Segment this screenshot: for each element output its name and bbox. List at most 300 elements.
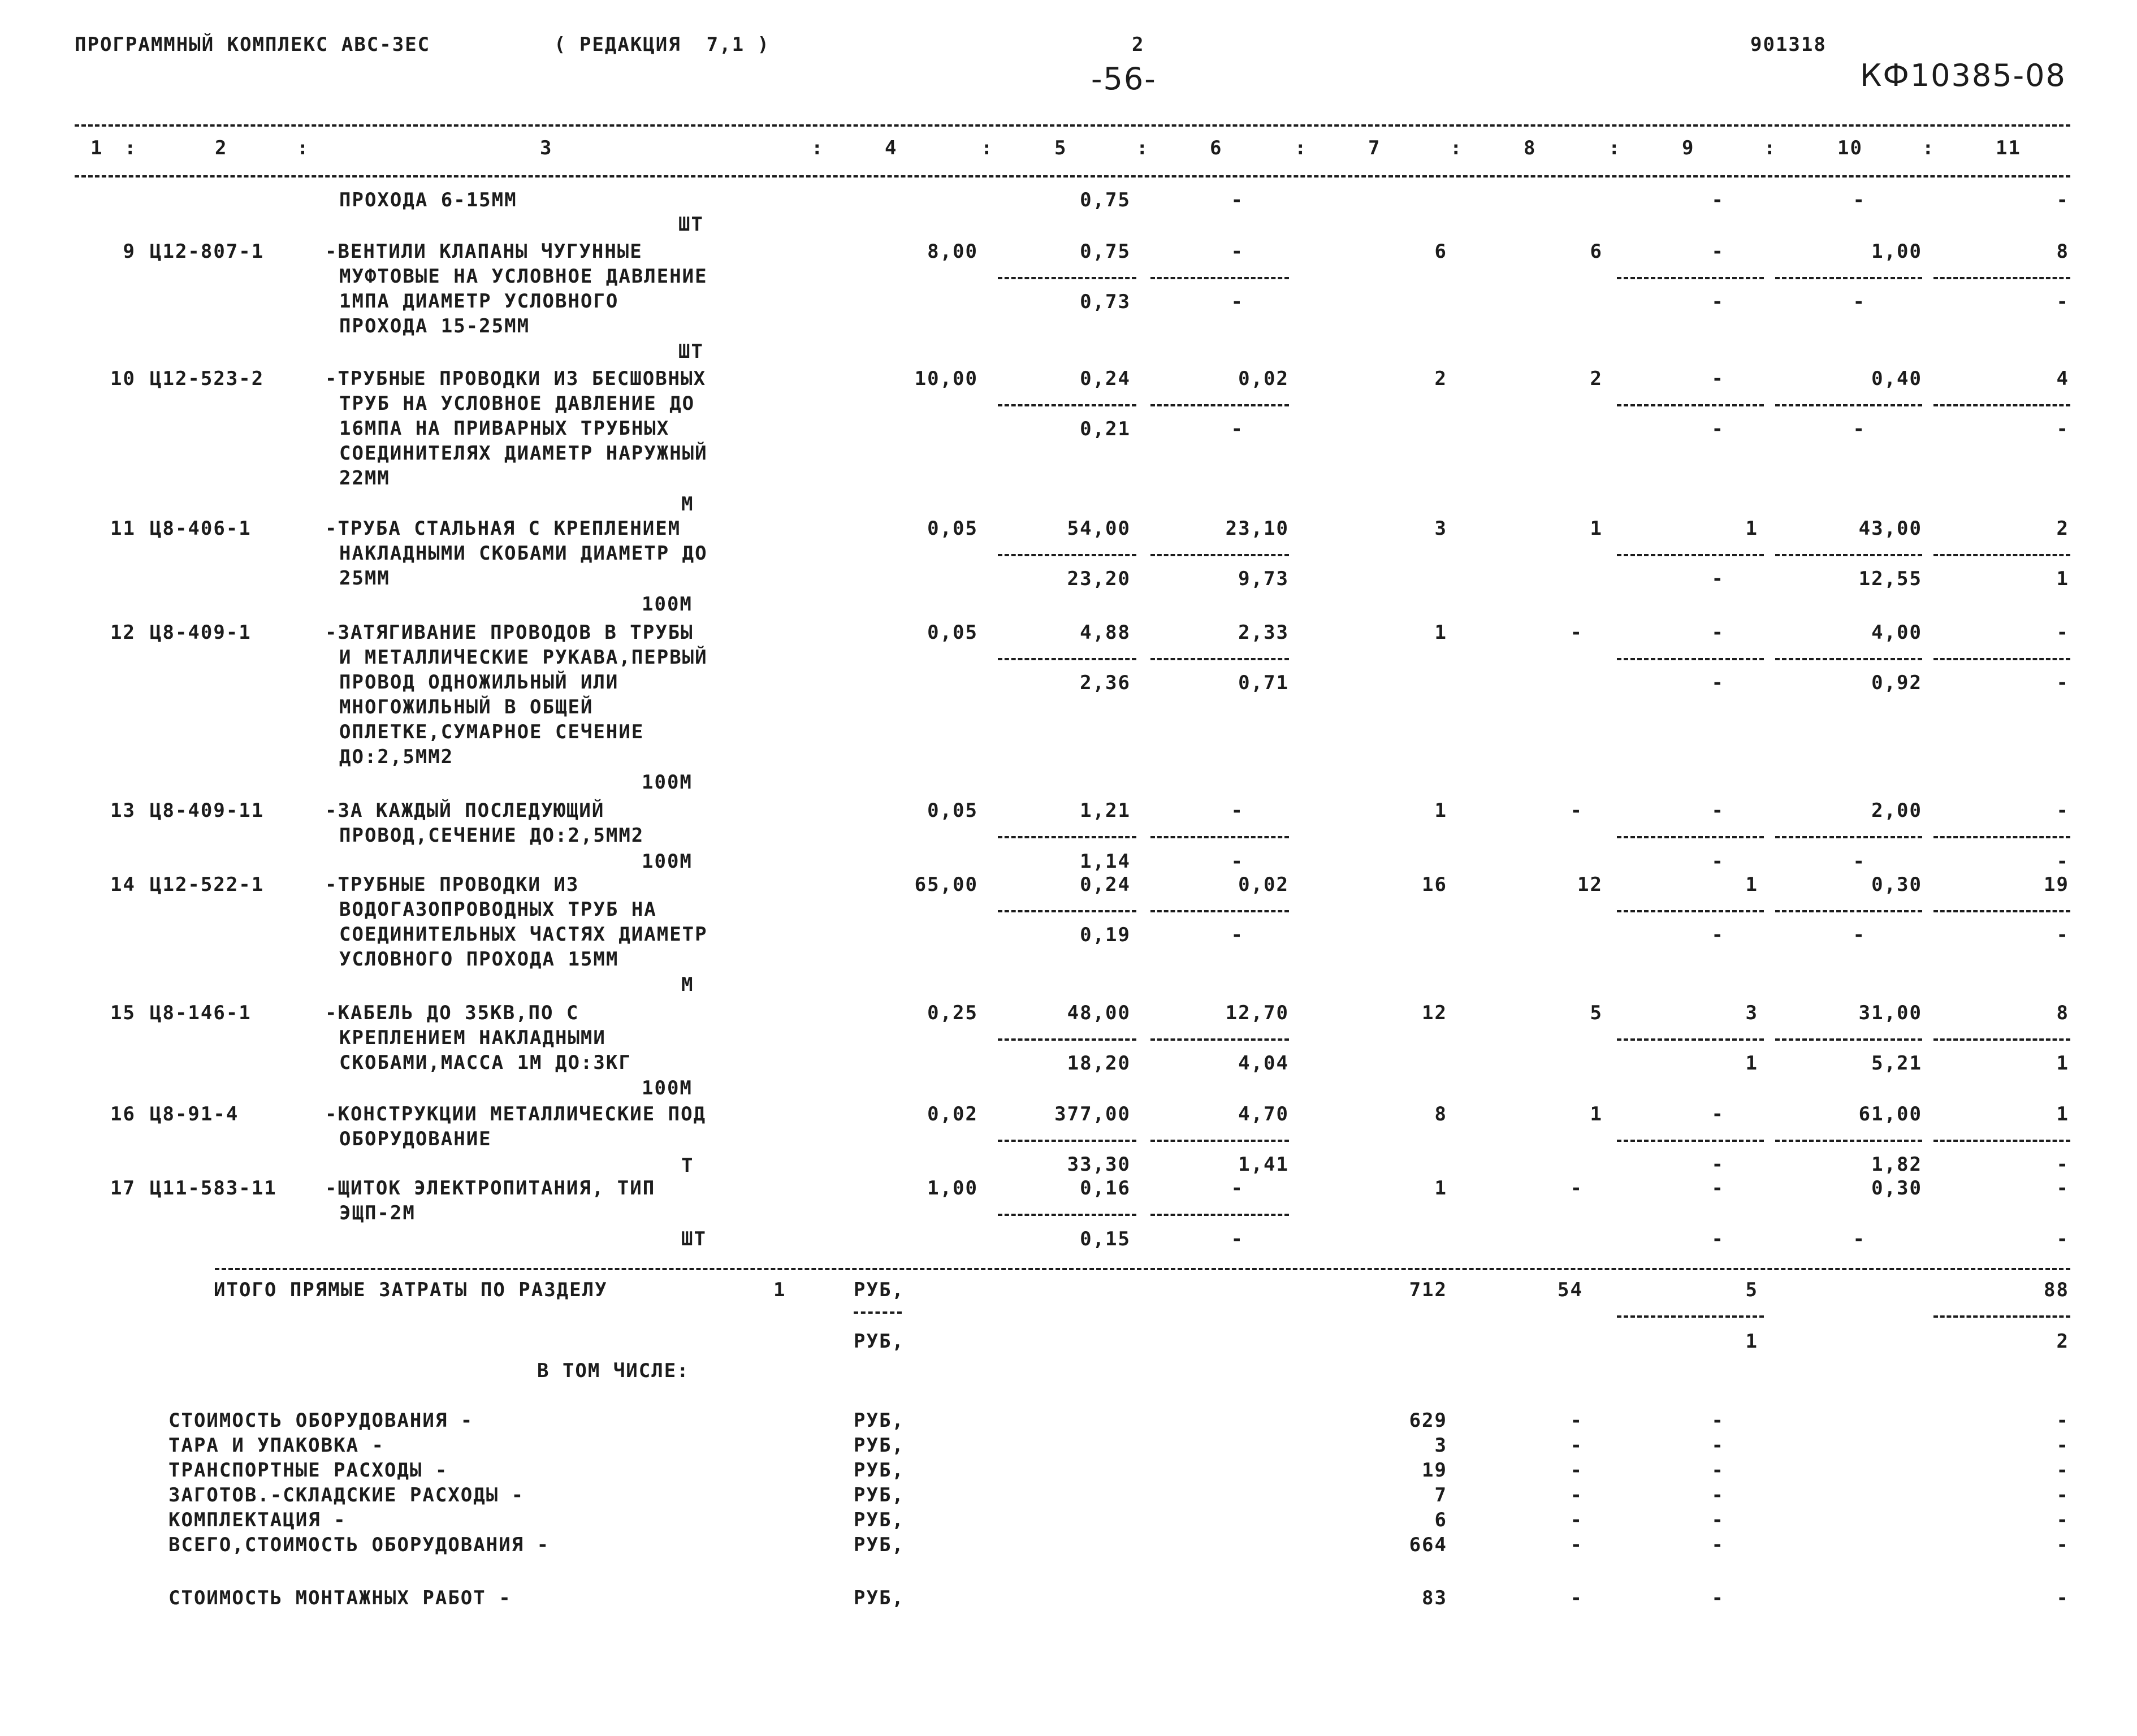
divider-line <box>1933 277 2070 279</box>
row-c11-top: 19 <box>2044 873 2069 896</box>
col-sep: : <box>1922 137 1935 159</box>
breakdown-label: ТРАНСПОРТНЫЕ РАСХОДЫ - <box>168 1459 448 1482</box>
edition-label: ( РЕДАКЦИЯ 7,1 ) <box>554 33 770 56</box>
row-text-line: МУФТОВЫЕ НА УСЛОВНОЕ ДАВЛЕНИЕ <box>339 265 708 288</box>
row-unit: ШТ <box>681 1228 707 1250</box>
row-c10-top: 0,30 <box>1871 1177 1922 1200</box>
breakdown-c11: - <box>2056 1409 2069 1432</box>
col-sep: : <box>297 137 310 159</box>
row-c9-bottom: - <box>1711 568 1724 590</box>
breakdown-c9: - <box>1711 1509 1724 1531</box>
row-text-line: ПРОВОД,СЕЧЕНИЕ ДО:2,5ММ2 <box>339 824 644 847</box>
col-sep: : <box>1450 137 1463 159</box>
row-c5-top: 0,24 <box>1080 367 1131 390</box>
row-c5-bottom: 2,36 <box>1080 672 1131 694</box>
row-c4: 1,00 <box>927 1177 978 1200</box>
divider-line <box>1933 1038 2070 1041</box>
row-c9-top: - <box>1711 367 1724 390</box>
row-c5-top: 0,16 <box>1080 1177 1131 1200</box>
row-c9-top: - <box>1711 1177 1724 1200</box>
divider-line <box>998 658 1136 660</box>
row-c8: - <box>1570 799 1583 822</box>
row-c11-top: 1 <box>2056 1103 2069 1125</box>
row-c7: 16 <box>1422 873 1447 896</box>
row-c6-top: 0,02 <box>1238 873 1289 896</box>
row-c4: 0,25 <box>927 1002 978 1024</box>
row-c10-bottom: - <box>1853 418 1866 440</box>
row-c11-top: - <box>2056 799 2069 822</box>
row-unit: М <box>681 973 694 996</box>
breakdown-currency: РУБ, <box>854 1409 905 1432</box>
row-text-line: СКОБАМИ,МАССА 1М ДО:3КГ <box>339 1051 631 1074</box>
row-c5-top: 48,00 <box>1067 1002 1131 1024</box>
row-number: 9 <box>123 240 136 263</box>
row-code: Ц8-406-1 <box>150 517 252 540</box>
row-text-line: -ЩИТОК ЭЛЕКТРОПИТАНИЯ, ТИП <box>325 1177 656 1200</box>
row-c7: 2 <box>1434 367 1447 390</box>
row-c6-top: - <box>1231 799 1244 822</box>
row-c10-top: 0,30 <box>1871 873 1922 896</box>
row-code: Ц8-409-11 <box>150 799 265 822</box>
breakdown-c8: - <box>1570 1484 1583 1506</box>
row-c4: 8,00 <box>927 240 978 263</box>
row-text-line: 22ММ <box>339 467 390 490</box>
row-number: 13 <box>110 799 136 822</box>
row-code: Ц8-91-4 <box>150 1103 239 1125</box>
row-c9-bottom: - <box>1711 1228 1724 1250</box>
row-code: Ц12-522-1 <box>150 873 265 896</box>
breakdown-c8: - <box>1570 1509 1583 1531</box>
breakdown-c9: - <box>1711 1409 1724 1432</box>
col-sep: : <box>1764 137 1777 159</box>
row-c11-top: 2 <box>2056 517 2069 540</box>
breakdown-c7: 7 <box>1434 1484 1447 1506</box>
row-c10-bottom: 5,21 <box>1871 1052 1922 1075</box>
col-sep: : <box>811 137 824 159</box>
breakdown-c9: - <box>1711 1534 1724 1556</box>
row-c4: 10,00 <box>914 367 978 390</box>
row-text-line: -ЗА КАЖДЫЙ ПОСЛЕДУЮЩИЙ <box>325 799 605 822</box>
row-code: Ц8-146-1 <box>150 1002 252 1024</box>
row-c10-top: 0,40 <box>1871 367 1922 390</box>
row-c5-bottom: 23,20 <box>1067 568 1131 590</box>
row-unit: ШТ <box>678 340 704 363</box>
row-c8: 12 <box>1577 873 1603 896</box>
row-unit: 100М <box>642 593 693 616</box>
breakdown-currency: РУБ, <box>854 1434 905 1457</box>
row-text-line: МНОГОЖИЛЬНЫЙ В ОБЩЕЙ <box>339 696 594 718</box>
handwritten-document-code: КФ10385-08 <box>1860 58 2066 93</box>
divider-line <box>1775 554 1922 556</box>
row-text-line: ПРОВОД ОДНОЖИЛЬНЫЙ ИЛИ <box>339 671 619 694</box>
col-sep: : <box>981 137 994 159</box>
totals-c11-top: 88 <box>2044 1279 2069 1301</box>
row-c11-bottom: - <box>2056 1153 2069 1176</box>
row-c11-top: 4 <box>2056 367 2069 390</box>
breakdown-c8: - <box>1570 1534 1583 1556</box>
row-c5-top: 0,24 <box>1080 873 1131 896</box>
row-text-line: ОПЛЕТКЕ,СУМАРНОЕ СЕЧЕНИЕ <box>339 721 644 743</box>
row-c11-bottom: 1 <box>2056 568 2069 590</box>
divider-line <box>1933 836 2070 838</box>
row-c5-bottom: 0,15 <box>1080 1228 1131 1250</box>
row-text-line: ЭЩП-2М <box>339 1202 416 1224</box>
row-text-line: СОЕДИНИТЕЛЬНЫХ ЧАСТЯХ ДИАМЕТР <box>339 923 708 946</box>
breakdown-label: ТАРА И УПАКОВКА - <box>168 1434 384 1457</box>
row-text-line: -ЗАТЯГИВАНИЕ ПРОВОДОВ В ТРУБЫ <box>325 621 694 644</box>
row-c6-top: 4,70 <box>1238 1103 1289 1125</box>
divider-line <box>1775 1140 1922 1142</box>
row-c6-bottom: 0,71 <box>1238 672 1289 694</box>
row-c6-top: 0,02 <box>1238 367 1289 390</box>
divider-line <box>1617 658 1764 660</box>
row-c5-bottom: 18,20 <box>1067 1052 1131 1075</box>
col-header-7: 7 <box>1368 137 1381 159</box>
breakdown-label: СТОИМОСТЬ МОНТАЖНЫХ РАБОТ - <box>168 1587 512 1609</box>
col-sep: : <box>1136 137 1149 159</box>
row-c6-top: - <box>1231 189 1244 211</box>
row-c10-bottom: 12,55 <box>1858 568 1922 590</box>
breakdown-c8: - <box>1570 1434 1583 1457</box>
row-c11-top: - <box>2056 1177 2069 1200</box>
divider-line <box>1617 1038 1764 1041</box>
row-c11-bottom: - <box>2056 850 2069 873</box>
row-c8: 2 <box>1590 367 1603 390</box>
row-c10-bottom: 1,82 <box>1871 1153 1922 1176</box>
col-sep: : <box>124 137 137 159</box>
row-number: 17 <box>110 1177 136 1200</box>
divider-line <box>1775 658 1922 660</box>
row-c5-top: 4,88 <box>1080 621 1131 644</box>
row-c4: 0,05 <box>927 621 978 644</box>
divider-line <box>998 404 1136 406</box>
row-text-line: ДО:2,5ММ2 <box>339 746 454 768</box>
breakdown-c7: 629 <box>1409 1409 1447 1432</box>
breakdown-label: ВСЕГО,СТОИМОСТЬ ОБОРУДОВАНИЯ - <box>168 1534 550 1556</box>
row-c4: 65,00 <box>914 873 978 896</box>
row-c10-top: 43,00 <box>1858 517 1922 540</box>
row-c7: 8 <box>1434 1103 1447 1125</box>
breakdown-c11: - <box>2056 1587 2069 1609</box>
row-c8: 6 <box>1590 240 1603 263</box>
row-c4: 0,02 <box>927 1103 978 1125</box>
row-text-line: -ТРУБНЫЕ ПРОВОДКИ ИЗ БЕСШОВНЫХ <box>325 367 707 390</box>
row-c11-bottom: - <box>2056 1228 2069 1250</box>
breakdown-c11: - <box>2056 1484 2069 1506</box>
row-c11-top: - <box>2056 189 2069 211</box>
col-header-6: 6 <box>1210 137 1223 159</box>
breakdown-label: ЗАГОТОВ.-СКЛАДСКИЕ РАСХОДЫ - <box>168 1484 525 1506</box>
row-c9-bottom: - <box>1711 418 1724 440</box>
row-number: 14 <box>110 873 136 896</box>
breakdown-label: КОМПЛЕКТАЦИЯ - <box>168 1509 347 1531</box>
breakdown-c11: - <box>2056 1459 2069 1482</box>
totals-c7: 712 <box>1409 1279 1447 1301</box>
row-c10-top: 1,00 <box>1871 240 1922 263</box>
divider-line <box>1933 404 2070 406</box>
row-c9-top: - <box>1711 621 1724 644</box>
row-c5-top: 377,00 <box>1054 1103 1131 1125</box>
row-text-line: -ТРУБНЫЕ ПРОВОДКИ ИЗ <box>325 873 579 896</box>
row-c7: 1 <box>1434 1177 1447 1200</box>
row-c5-bottom: 0,73 <box>1080 291 1131 313</box>
row-unit: ШТ <box>678 213 704 236</box>
breakdown-c8: - <box>1570 1587 1583 1609</box>
breakdown-currency: РУБ, <box>854 1534 905 1556</box>
header-bottom-rule <box>75 175 2070 178</box>
divider-line <box>1617 910 1764 912</box>
divider-line <box>1150 1140 1289 1142</box>
divider-line <box>1617 277 1764 279</box>
row-text-line: 1МПА ДИАМЕТР УСЛОВНОГО <box>339 290 619 313</box>
breakdown-c9: - <box>1711 1434 1724 1457</box>
row-c7: 1 <box>1434 621 1447 644</box>
row-unit: 100М <box>642 771 693 794</box>
breakdown-c7: 3 <box>1434 1434 1447 1457</box>
row-text-line: ТРУБ НА УСЛОВНОЕ ДАВЛЕНИЕ ДО <box>339 392 695 415</box>
breakdown-c11: - <box>2056 1434 2069 1457</box>
totals-c11-bottom: 2 <box>2056 1330 2069 1353</box>
divider-line <box>1617 836 1764 838</box>
row-c9-top: 1 <box>1745 873 1758 896</box>
row-c10-bottom: - <box>1853 924 1866 946</box>
row-c5-top: 1,21 <box>1080 799 1131 822</box>
breakdown-c8: - <box>1570 1409 1583 1432</box>
breakdown-c11: - <box>2056 1534 2069 1556</box>
col-sep: : <box>1295 137 1308 159</box>
row-c5-top: 54,00 <box>1067 517 1131 540</box>
divider-line <box>1150 1038 1289 1041</box>
row-c9-bottom: - <box>1711 924 1724 946</box>
row-text-line: 25ММ <box>339 567 390 590</box>
divider-line <box>1933 658 2070 660</box>
row-c5-bottom: 33,30 <box>1067 1153 1131 1176</box>
row-c6-bottom: 4,04 <box>1238 1052 1289 1075</box>
col-header-10: 10 <box>1837 137 1863 159</box>
divider-line <box>998 1038 1136 1041</box>
divider-line <box>998 910 1136 912</box>
including-label: В ТОМ ЧИСЛЕ: <box>537 1360 690 1382</box>
row-c6-bottom: - <box>1231 291 1244 313</box>
divider-line <box>1150 658 1289 660</box>
breakdown-currency: РУБ, <box>854 1509 905 1531</box>
row-c6-bottom: - <box>1231 418 1244 440</box>
row-text-line: ОБОРУДОВАНИЕ <box>339 1128 492 1150</box>
breakdown-label: СТОИМОСТЬ ОБОРУДОВАНИЯ - <box>168 1409 474 1432</box>
col-header-4: 4 <box>885 137 898 159</box>
row-text-line: ВОДОГАЗОПРОВОДНЫХ ТРУБ НА <box>339 898 657 921</box>
row-c9-top: - <box>1711 799 1724 822</box>
totals-c9-top: 5 <box>1745 1279 1758 1301</box>
col-header-9: 9 <box>1682 137 1695 159</box>
totals-c9-bottom: 1 <box>1745 1330 1758 1353</box>
breakdown-currency: РУБ, <box>854 1484 905 1506</box>
divider-line <box>998 554 1136 556</box>
row-c6-bottom: - <box>1231 850 1244 873</box>
divider-line <box>998 277 1136 279</box>
row-c6-bottom: - <box>1231 924 1244 946</box>
row-number: 11 <box>110 517 136 540</box>
page-number: 2 <box>1132 33 1145 56</box>
divider-line <box>998 1140 1136 1142</box>
header-top-rule <box>75 124 2070 127</box>
row-text-line: НАКЛАДНЫМИ СКОБАМИ ДИАМЕТР ДО <box>339 542 708 565</box>
row-c8: 1 <box>1590 517 1603 540</box>
breakdown-c9: - <box>1711 1459 1724 1482</box>
breakdown-c8: - <box>1570 1459 1583 1482</box>
row-c11-bottom: - <box>2056 924 2069 946</box>
row-c9-top: 1 <box>1745 517 1758 540</box>
totals-c8: 54 <box>1558 1279 1583 1301</box>
breakdown-c7: 664 <box>1409 1534 1447 1556</box>
document-code: 901318 <box>1750 33 1827 56</box>
divider-line <box>1617 554 1764 556</box>
row-c10-bottom: - <box>1853 291 1866 313</box>
row-c7: 3 <box>1434 517 1447 540</box>
divider-line <box>1150 277 1289 279</box>
row-text-line: 16МПА НА ПРИВАРНЫХ ТРУБНЫХ <box>339 417 670 440</box>
row-c6-top: 23,10 <box>1225 517 1289 540</box>
row-code: Ц8-409-1 <box>150 621 252 644</box>
col-sep: : <box>1608 137 1621 159</box>
row-c10-top: 2,00 <box>1871 799 1922 822</box>
col-header-11: 11 <box>1996 137 2021 159</box>
breakdown-currency: РУБ, <box>854 1459 905 1482</box>
divider-line <box>1933 1140 2070 1142</box>
row-c11-top: 8 <box>2056 240 2069 263</box>
breakdown-currency: РУБ, <box>854 1587 905 1609</box>
row-c9-bottom: - <box>1711 850 1724 873</box>
row-c9-bottom: 1 <box>1745 1052 1758 1075</box>
totals-currency: РУБ, <box>854 1279 905 1301</box>
row-number: 15 <box>110 1002 136 1024</box>
divider-line <box>998 1214 1136 1216</box>
row-text-line: -КАБЕЛЬ ДО 35КВ,ПО С <box>325 1002 579 1024</box>
row-c9-top: - <box>1711 189 1724 211</box>
divider-line <box>1150 404 1289 406</box>
row-c5-bottom: 0,19 <box>1080 924 1131 946</box>
row-unit: М <box>681 493 694 516</box>
divider-line <box>1617 1315 1764 1318</box>
col-header-3: 3 <box>540 137 553 159</box>
row-c9-bottom: - <box>1711 291 1724 313</box>
row-c8: - <box>1570 1177 1583 1200</box>
row-text-line: И МЕТАЛЛИЧЕСКИЕ РУКАВА,ПЕРВЫЙ <box>339 646 708 669</box>
row-c9-top: - <box>1711 240 1724 263</box>
row-c8: 1 <box>1590 1103 1603 1125</box>
row-c10-bottom: 0,92 <box>1871 672 1922 694</box>
divider-line <box>1933 1315 2070 1318</box>
row-c8: - <box>1570 621 1583 644</box>
row-c5-bottom: 0,21 <box>1080 418 1131 440</box>
row-c5-top: 0,75 <box>1080 240 1131 263</box>
divider-line <box>1775 277 1922 279</box>
row-number: 12 <box>110 621 136 644</box>
row-c7: 12 <box>1422 1002 1447 1024</box>
divider-line <box>1933 910 2070 912</box>
row-c9-bottom: - <box>1711 672 1724 694</box>
row-c6-bottom: - <box>1231 1228 1244 1250</box>
row-c9-top: 3 <box>1745 1002 1758 1024</box>
col-header-2: 2 <box>215 137 228 159</box>
row-code: Ц12-523-2 <box>150 367 265 390</box>
breakdown-c7: 83 <box>1422 1587 1447 1609</box>
breakdown-c7: 6 <box>1434 1509 1447 1531</box>
row-number: 10 <box>110 367 136 390</box>
row-c11-top: 8 <box>2056 1002 2069 1024</box>
col-header-8: 8 <box>1524 137 1537 159</box>
row-number: 16 <box>110 1103 136 1125</box>
row-text-line: -КОНСТРУКЦИИ МЕТАЛЛИЧЕСКИЕ ПОД <box>325 1103 707 1125</box>
row-c8: 5 <box>1590 1002 1603 1024</box>
divider-line <box>1775 910 1922 912</box>
row-unit: Т <box>681 1154 694 1177</box>
row-c6-top: 12,70 <box>1225 1002 1289 1024</box>
divider-line <box>1933 554 2070 556</box>
divider-line <box>1150 1214 1289 1216</box>
totals-currency-2: РУБ, <box>854 1330 905 1353</box>
row-c10-bottom: - <box>1853 850 1866 873</box>
totals-label: ИТОГО ПРЯМЫЕ ЗАТРАТЫ ПО РАЗДЕЛУ <box>214 1279 608 1301</box>
breakdown-c7: 19 <box>1422 1459 1447 1482</box>
row-c7: 6 <box>1434 240 1447 263</box>
row-c6-top: - <box>1231 240 1244 263</box>
row-text-line: СОЕДИНИТЕЛЯХ ДИАМЕТР НАРУЖНЫЙ <box>339 442 708 465</box>
divider-line <box>1150 836 1289 838</box>
row-c10-bottom: - <box>1853 1228 1866 1250</box>
row-c10-top: - <box>1853 189 1866 211</box>
row-text-line: ПРОХОДА 15-25ММ <box>339 315 530 337</box>
totals-rule <box>215 1268 2070 1270</box>
row-c11-bottom: 1 <box>2056 1052 2069 1075</box>
divider-line <box>1150 554 1289 556</box>
breakdown-c11: - <box>2056 1509 2069 1531</box>
row-c9-bottom: - <box>1711 1153 1724 1176</box>
col-header-1: 1 <box>90 137 103 159</box>
row-unit: 100М <box>642 850 693 873</box>
row-c11-bottom: - <box>2056 418 2069 440</box>
divider-line <box>1775 836 1922 838</box>
divider-line <box>1775 1038 1922 1041</box>
divider-line <box>1617 1140 1764 1142</box>
row-c11-bottom: - <box>2056 672 2069 694</box>
row-c7: 1 <box>1434 799 1447 822</box>
row-c11-top: - <box>2056 621 2069 644</box>
row-c4: 0,05 <box>927 799 978 822</box>
row-c10-top: 31,00 <box>1858 1002 1922 1024</box>
row-text-line: -ВЕНТИЛИ КЛАПАНЫ ЧУГУННЫЕ <box>325 240 643 263</box>
row-c11-bottom: - <box>2056 291 2069 313</box>
divider-line <box>998 836 1136 838</box>
totals-section-number: 1 <box>773 1279 786 1301</box>
row-c5-top: 0,75 <box>1080 189 1131 211</box>
row-c6-top: - <box>1231 1177 1244 1200</box>
row-c5-bottom: 1,14 <box>1080 850 1131 873</box>
row-c6-bottom: 1,41 <box>1238 1153 1289 1176</box>
breakdown-c9: - <box>1711 1484 1724 1506</box>
program-title: ПРОГРАММНЫЙ КОМПЛЕКС АВС-3ЕС <box>75 33 431 56</box>
row-c10-top: 4,00 <box>1871 621 1922 644</box>
row-c4: 0,05 <box>927 517 978 540</box>
row-unit: 100М <box>642 1077 693 1099</box>
divider-line <box>1775 404 1922 406</box>
row-code: Ц12-807-1 <box>150 240 265 263</box>
divider-line <box>1617 404 1764 406</box>
row-c9-top: - <box>1711 1103 1724 1125</box>
row-c6-bottom: 9,73 <box>1238 568 1289 590</box>
row-text-line: УСЛОВНОГО ПРОХОДА 15ММ <box>339 948 619 971</box>
row-text-line: ПРОХОДА 6-15ММ <box>339 189 517 211</box>
